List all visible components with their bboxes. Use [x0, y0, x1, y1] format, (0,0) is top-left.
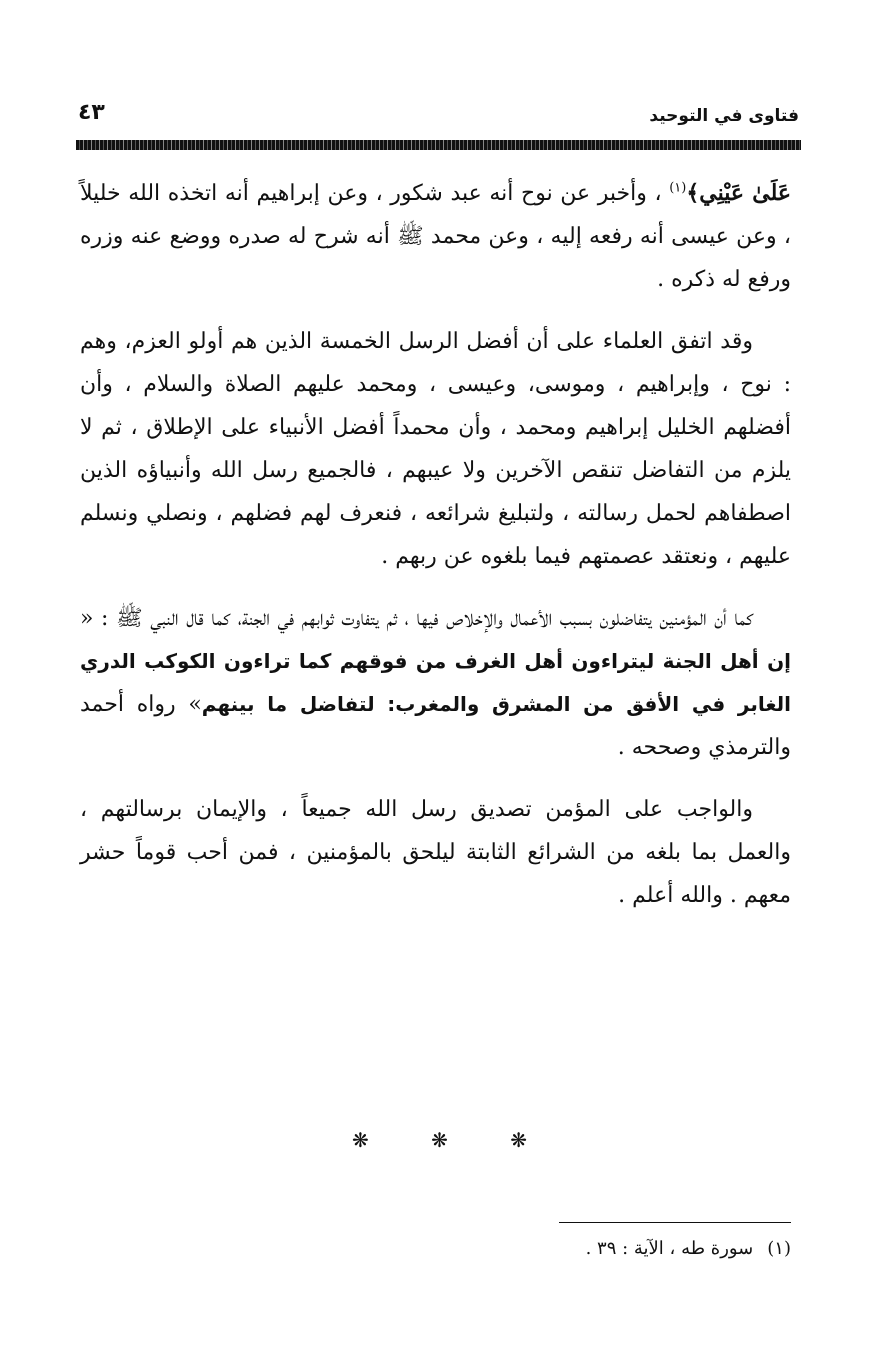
paragraph-text-after: » رواه أحمد والترمذي وصححه .	[80, 692, 791, 760]
paragraph-text: والواجب على المؤمن تصديق رسل الله جميعاً ، والإيمان برسالتهم ، والعمل بما بلغه من الشرائع الثابتة ليلحق بالمؤمنين ، فمن أحب قوماً حشر معهم . والله أعلم .	[80, 797, 791, 908]
header-rule	[76, 140, 801, 150]
running-header	[78, 100, 799, 134]
footnote-ref: (١)	[669, 180, 687, 196]
quran-quote: عَلَىٰ عَيْنِي﴾	[686, 180, 791, 206]
hadith-quote: إن أهل الجنة ليتراءون أهل الغرف من فوقهم كما تراءون الكوكب الدري الغابر في الأفق من المشرق والمغرب: لتفاضل ما بينهم	[80, 649, 791, 716]
footnote-rule	[559, 1222, 791, 1223]
footnote	[586, 1238, 791, 1259]
paragraph-4	[80, 788, 791, 917]
paragraph-3	[80, 597, 791, 769]
paragraph-1	[80, 172, 791, 301]
paragraph-text: وقد اتفق العلماء على أن أفضل الرسل الخمسة الذين هم أولو العزم، وهم : نوح ، وإبراهيم ، وموسى، وعيسى ، ومحمد عليهم الصلاة والسلام ، وأن أفضلهم الخليل إبراهيم ومحمد ، وأن محمداً أفضل الأنبياء على الإطلاق ، ثم لا يلزم من التفاضل تنقص الآخرين ولا عيبهم ، فالجميع رسل الله وأنبياؤه الذين اصطفاهم لحمل رسالته ، ولتبليغ شرائعه ، فنعرف لهم فضلهم ، ونصلي ونسلم عليهم ، ونعتقد عصمتهم فيما بلغوه عن ربهم .	[80, 329, 791, 569]
body-text	[80, 172, 791, 936]
paragraph-text-before: كما أن المؤمنين يتفاضلون بسبب الأعمال والإخلاص فيها ، ثم يتفاوت ثوابهم في الجنة، كما قال النبي ﷺ : «	[80, 606, 753, 631]
book-title: فتاوى في التوحيد	[649, 106, 799, 126]
footnote-mark: (١)	[767, 1238, 791, 1259]
paragraph-2	[80, 320, 791, 578]
paragraph-text: ، وأخبر عن نوح أنه عبد شكور ، وعن إبراهيم أنه اتخذه الله خليلاً ، وعن عيسى أنه رفعه إليه ، وعن محمد ﷺ أنه شرح له صدره ووضع عنه وزره ورفع له ذكره .	[80, 181, 791, 292]
footnote-text: سورة طه ، الآية : ٣٩ .	[585, 1238, 754, 1259]
section-separator: ❋ ❋ ❋	[352, 1128, 555, 1152]
page-number: ٤٣	[78, 100, 105, 125]
